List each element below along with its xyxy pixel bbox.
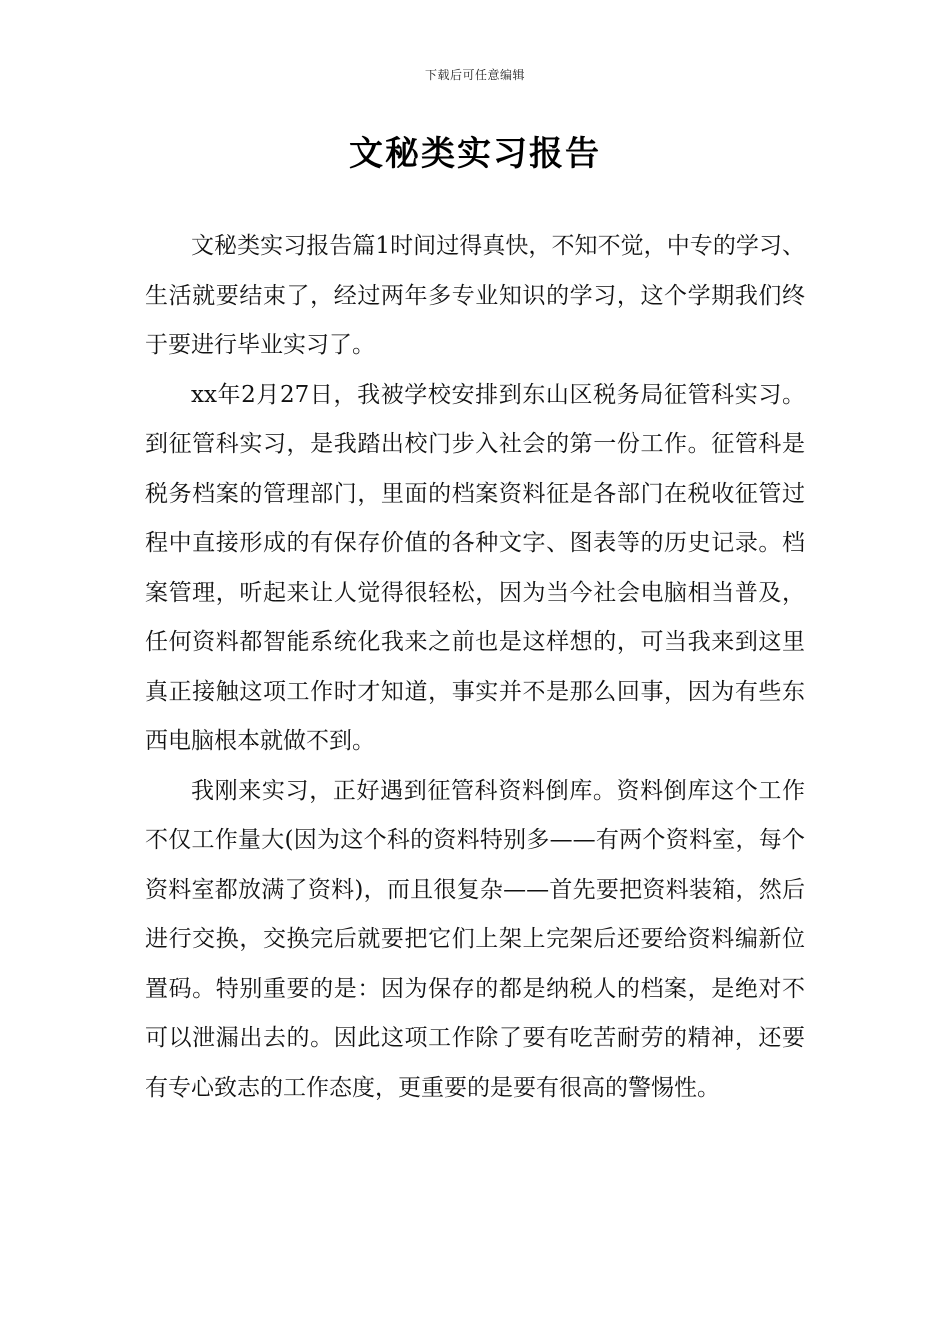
paragraph-3: 我刚来实习，正好遇到征管科资料倒库。资料倒库这个工作不仅工作量大(因为这个科的资料特别多——有两个资料室，每个资料室都放满了资料)，而且很复杂——首先要把资料装箱，然后进行交换，交换完后就要把它们上架上完架后还要给资料编新位置码。特别重要的是：因为保存的都是纳税人的档案，是绝对不可以泄漏出去的。因此这项工作除了要有吃苦耐劳的精神，还要有专心致志的工作态度，更重要的是要有很高的警惕性。 [145,777,805,1101]
paragraph-2: xx年2月27日，我被学校安排到东山区税务局征管科实习。到征管科实习，是我踏出校门步入社会的第一份工作。征管科是税务档案的管理部门，里面的档案资料征是各部门在税收征管过程中直接形成的有保存价值的各种文字、图表等的历史记录。档案管理，听起来让人觉得很轻松，因为当今社会电脑相当普及，任何资料都智能系统化我来之前也是这样想的，可当我来到这里真正接触这项工作时才知道，事实并不是那么回事，因为有些东西电脑根本就做不到。 [145,381,805,754]
header-note: 下载后可任意编辑 [424,68,525,82]
document-title: 文秘类实习报告 [349,134,601,174]
paragraph-1: 文秘类实习报告篇1时间过得真快，不知不觉，中专的学习、生活就要结束了，经过两年多专业知识的学习，这个学期我们终于要进行毕业实习了。 [145,233,805,358]
document-body [145,222,805,1113]
